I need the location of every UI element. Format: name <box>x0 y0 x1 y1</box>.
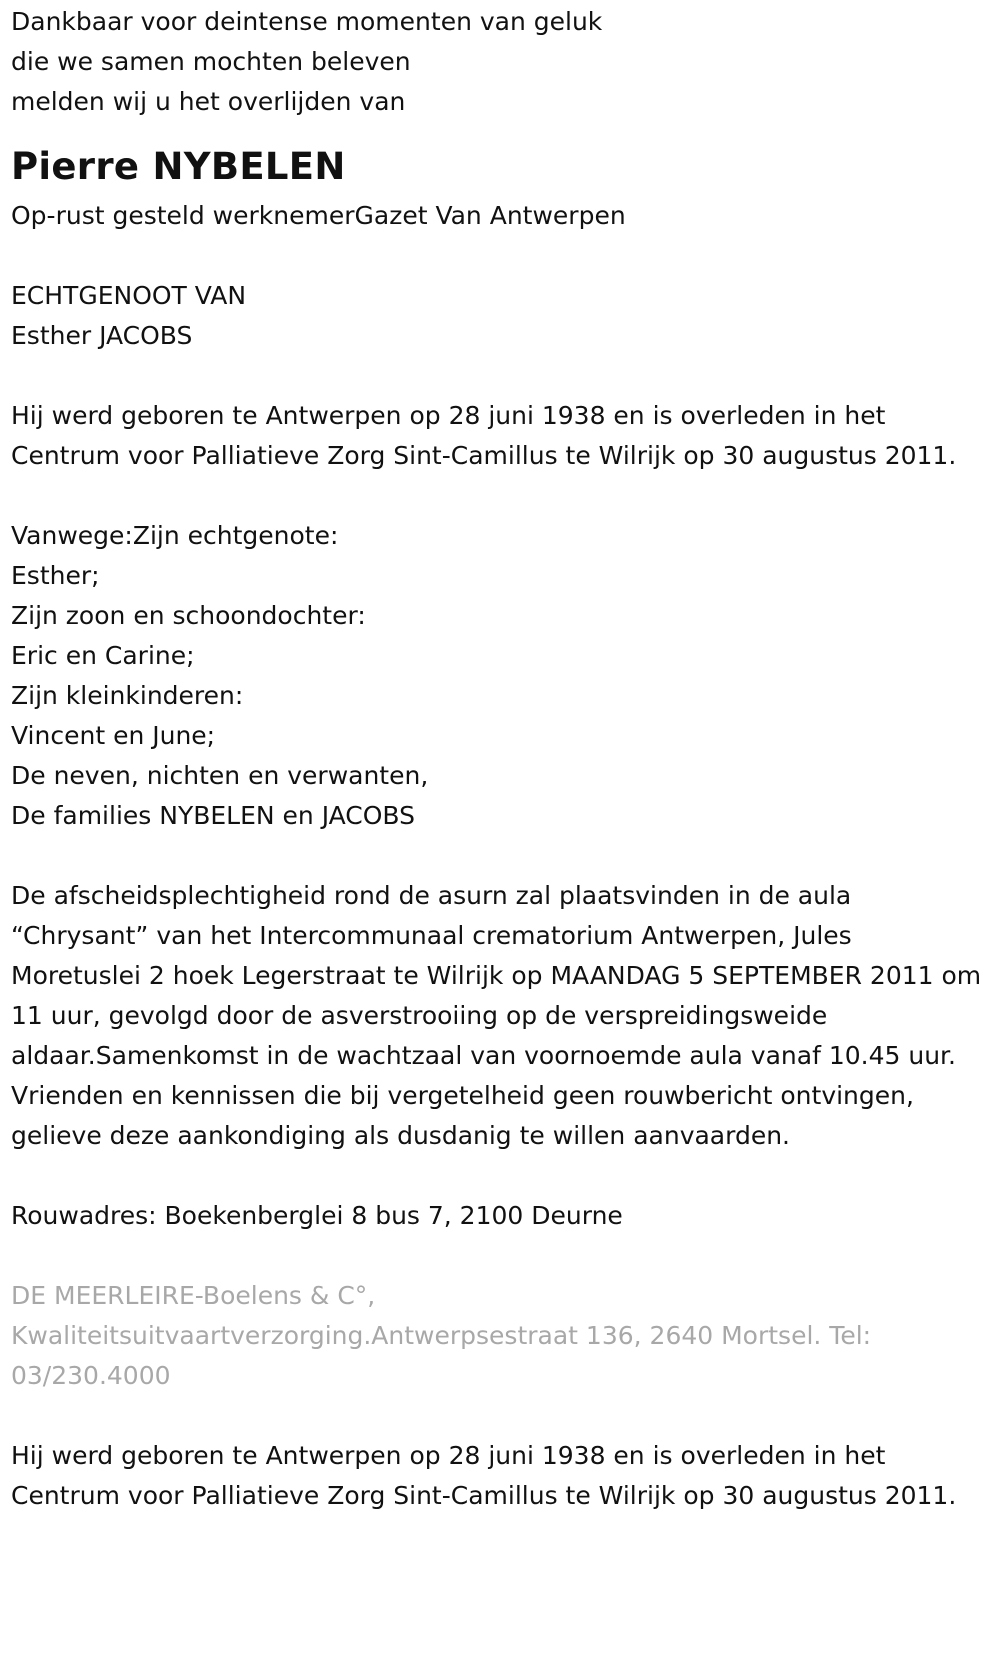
deceased-name: Pierre NYBELEN <box>11 145 346 188</box>
funeral-home-block <box>11 1276 986 1396</box>
spouse-name: Esther JACOBS <box>11 321 193 350</box>
birth-death-paragraph: Hij werd geboren te Antwerpen op 28 juni 1938 en is overleden in het Centrum voor Palliatieve Zorg Sint-Camillus te Wilrijk op 30 augustus 2011. <box>11 401 957 470</box>
ceremony-paragraph: De afscheidsplechtigheid rond de asurn zal plaatsvinden in de aula “Chrysant” van het Intercommunaal crematorium Antwerpen, Jules Moretuslei 2 hoek Legerstraat te Wilrijk op MAANDAG 5 SEPTEMBER 2011 om 11 uur, gevolgd door de asverstrooiing op de verspreidingsweide aldaar.Samenkomst in de wachtzaal van voornoemde aula vanaf 10.45 uur. <box>11 881 982 1070</box>
family-line: De families NYBELEN en JACOBS <box>11 801 416 830</box>
family-line: Eric en Carine; <box>11 641 195 670</box>
spacer <box>11 1396 986 1436</box>
intro-block <box>11 2 986 122</box>
spacer <box>11 476 986 516</box>
notice-paragraph: Vrienden en kennissen die bij vergetelheid geen rouwbericht ontvingen, gelieve deze aankondiging als dusdanig te willen aanvaarden. <box>11 1081 914 1150</box>
intro-line: die we samen mochten beleven <box>11 47 411 76</box>
spouse-block <box>11 276 986 356</box>
spacer <box>11 1236 986 1276</box>
family-line: Zijn kleinkinderen: <box>11 681 244 710</box>
deceased-description: Op-rust gesteld werknemerGazet Van Antwerpen <box>11 201 626 230</box>
intro-line: melden wij u het overlijden van <box>11 87 406 116</box>
intro-line: Dankbaar voor deintense momenten van geluk <box>11 7 603 36</box>
funeral-home-name: DE MEERLEIRE-Boelens & C°, <box>11 1281 376 1310</box>
birth-death-paragraph-repeat: Hij werd geboren te Antwerpen op 28 juni 1938 en is overleden in het Centrum voor Palliatieve Zorg Sint-Camillus te Wilrijk op 30 augustus 2011. <box>11 1441 957 1510</box>
family-block <box>11 516 986 836</box>
mourning-address: Rouwadres: Boekenberglei 8 bus 7, 2100 Deurne <box>11 1201 623 1230</box>
spouse-heading: ECHTGENOOT VAN <box>11 281 247 310</box>
family-line: Vanwege:Zijn echtgenote: <box>11 521 339 550</box>
spacer <box>11 236 986 276</box>
family-line: Esther; <box>11 561 100 590</box>
family-line: Zijn zoon en schoondochter: <box>11 601 366 630</box>
spacer <box>11 836 986 876</box>
family-line: De neven, nichten en verwanten, <box>11 761 429 790</box>
spacer <box>11 356 986 396</box>
family-line: Vincent en June; <box>11 721 216 750</box>
spacer <box>11 1156 986 1196</box>
funeral-home-details: Kwaliteitsuitvaartverzorging.Antwerpsestraat 136, 2640 Mortsel. Tel: 03/230.4000 <box>11 1321 872 1390</box>
